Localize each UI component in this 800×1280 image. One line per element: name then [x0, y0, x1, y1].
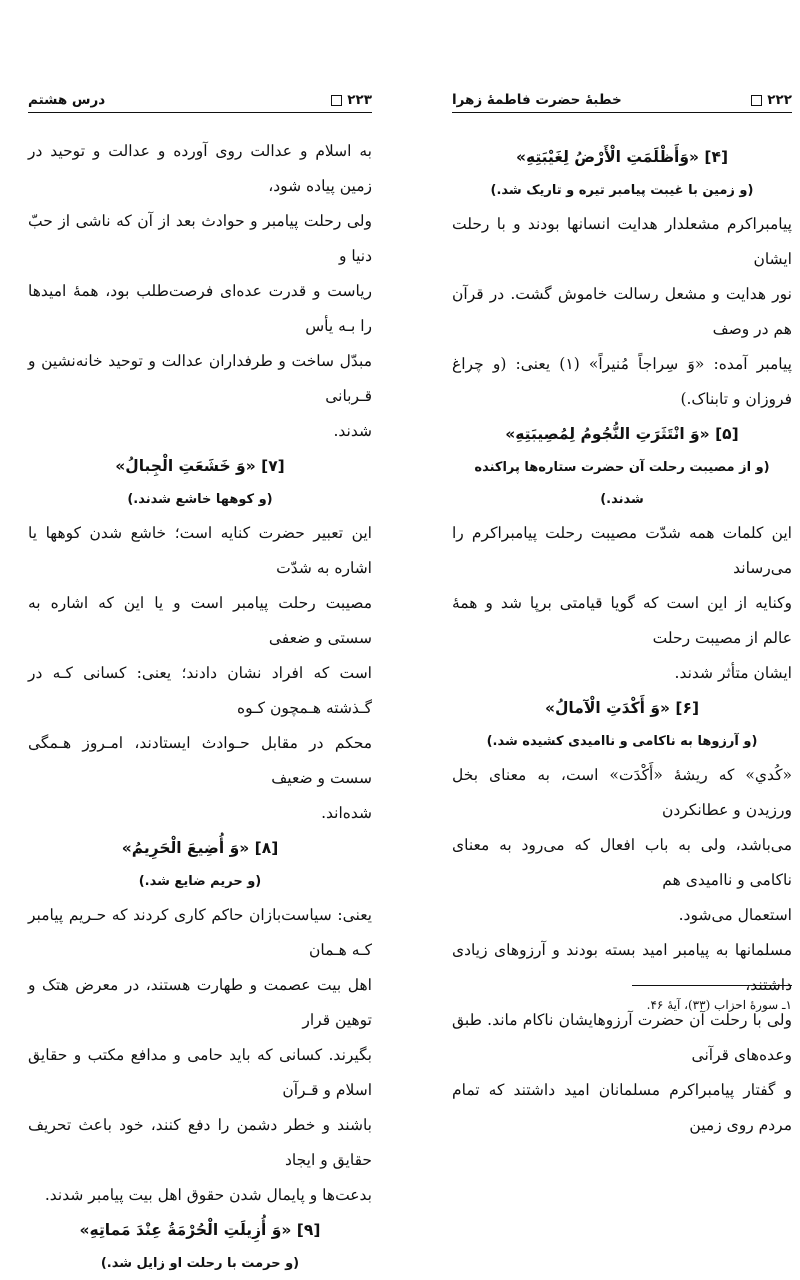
- right-page: [452, 0, 792, 1134]
- running-title: خطبهٔ حضرت فاطمهٔ زهرا: [452, 92, 622, 108]
- section-heading: [۴] «وَأَظْلَمَتِ الْأَرْضُ لِغَيْبَتِهِ»: [515, 148, 729, 166]
- text-line: یعنی: سیاست‌بازان حاکم کاری کردند که حـریم پیامبر کـه هـمان: [28, 906, 372, 959]
- square-ornament-icon: [751, 95, 762, 106]
- page-body: [28, 134, 372, 1280]
- paragraph: [28, 516, 372, 831]
- text-line: مسلمانها به پیامبر امید بسته بودند و آرزوهای زیادی داشتند،: [452, 941, 792, 994]
- text-line: نور هدایت و مشعل رسالت خاموش گشت. در قرآن هم در وصف: [452, 285, 792, 338]
- page-body: [452, 134, 792, 1143]
- text-line: باشند و خطر دشمن را دفع کنند، خود باعث تحریف حقایق و ایجاد: [28, 1116, 372, 1169]
- text-line: شدند.: [333, 422, 372, 440]
- left-page: [28, 0, 372, 1271]
- text-line: این کلمات همه شدّت مصیبت رحلت پیامبراکرم را می‌رساند: [452, 524, 792, 577]
- text-line: «كُدي» که ریشهٔ «أَكْدَت» است، به معنای بخل ورزیدن و عطانکردن: [452, 766, 792, 819]
- text-line: ریاست و قدرت عده‌ای فرصت‌طلب بود، همهٔ امیدها را بـه یأس: [28, 282, 372, 335]
- paragraph: [28, 134, 372, 449]
- section-translation: (و از مصیبت رحلت آن حضرت ستاره‌ها پراکنده شدند.): [474, 460, 770, 507]
- text-line: ولی با رحلت آن حضرت آرزوهایشان ناکام ماند. طبق وعده‌های قرآنی: [452, 1011, 792, 1064]
- page-number-box: [751, 92, 792, 108]
- text-line: این تعبیر حضرت کنایه است؛ خاشع شدن کوهها یا اشاره به شدّت: [28, 524, 372, 577]
- section-translation: (و حریم ضایع شد.): [138, 874, 262, 889]
- text-line: به اسلام و عدالت روی آورده و عدالت و توحید در زمین پیاده شود،: [28, 142, 372, 195]
- text-line: ولی رحلت پیامبر و حوادث بعد از آن که ناشی از حبّ دنیا و: [28, 212, 372, 265]
- text-line: است که افراد نشان دادند؛ یعنی: کسانی کـه در گـذشته هـمچون کـوه: [28, 664, 372, 717]
- paragraph: [452, 933, 792, 1143]
- text-line: مبدّل ساخت و طرفداران عدالت و توحید خانه‌نشین و قـربانی: [28, 352, 372, 405]
- paragraph: [452, 516, 792, 691]
- square-ornament-icon: [331, 95, 342, 106]
- text-line: وکنایه از این است که گویا قیامتی برپا شد و همهٔ عالم از مصیبت رحلت: [452, 594, 792, 647]
- page-header: [452, 86, 792, 108]
- header-rule: [28, 112, 372, 113]
- section-heading: [۶] «وَ أَكْدَتِ الْآمالُ»: [544, 699, 700, 717]
- text-line: اهل بیت عصمت و طهارت هستند، در معرض هتک و توهین قرار: [28, 976, 372, 1029]
- paragraph: [452, 758, 792, 933]
- section-heading: [۵] «وَ انْتَثَرَتِ النُّجُومُ لِمُصِيبَتِهِ»: [505, 425, 739, 443]
- text-line: می‌باشد، ولی به باب افعال که می‌رود به معنای ناکامی و ناامیدی هم: [452, 836, 792, 889]
- page-header: [28, 86, 372, 108]
- paragraph: [28, 898, 372, 1213]
- section-translation: (و کوهها خاشع شدند.): [127, 492, 273, 507]
- page-number: ۲۲۲: [767, 92, 792, 108]
- paragraph: [452, 207, 792, 417]
- running-title: درس هشتم: [28, 92, 106, 108]
- text-line: و گفتار پیامبراکرم مسلمانان امید داشتند که تمام مردم روی زمین: [452, 1081, 792, 1134]
- text-line: پیامبراکرم مشعلدار هدایت انسانها بودند و با رحلت ایشان: [452, 215, 792, 268]
- header-rule: [452, 112, 792, 113]
- section-translation: (و حرمت با رحلت او زایل شد.): [100, 1256, 300, 1271]
- text-line: ایشان متأثر شدند.: [674, 664, 792, 682]
- footnote: ۱ـ سورهٔ احزاب (۳۳)، آیهٔ ۴۶.: [646, 998, 792, 1012]
- section-heading: [۷] «وَ خَشَعَتِ الْجِبالُ»: [115, 457, 285, 475]
- text-line: شده‌اند.: [321, 804, 372, 822]
- footnote-rule: [632, 985, 792, 986]
- section-translation: (و آرزوها به ناکامی و ناامیدی کشیده شد.): [486, 734, 758, 749]
- section-translation: (و زمین با غیبت پیامبر تیره و تاریک شد.): [490, 183, 754, 198]
- text-line: محکم در مقابل حـوادث ایستادند، امـروز هـمگی سست و ضعیف: [28, 734, 372, 787]
- section-heading: [۹] «وَ أُزِيلَتِ الْحُرْمَةُ عِنْدَ مَماتِهِ»: [79, 1221, 321, 1239]
- section-heading: [۸] «وَ أُضِيعَ الْحَرِيمُ»: [121, 839, 279, 857]
- text-line: مصیبت رحلت پیامبر است و یا این که اشاره به سستی و ضعفی: [28, 594, 372, 647]
- text-line: بگیرند. کسانی که باید حامی و مدافع مکتب و حقایق اسلام و قـرآن: [28, 1046, 372, 1099]
- text-line: بدعت‌ها و پایمال شدن حقوق اهل بیت پیامبر شدند.: [44, 1186, 372, 1204]
- text-line: استعمال می‌شود.: [678, 906, 792, 924]
- text-line: پیامبر آمده: «وَ سِراجاً مُنيراً» (۱) یعنی: (و چراغ فروزان و تابناک.): [452, 355, 792, 408]
- page-number: ۲۲۳: [347, 92, 372, 108]
- page-number-box: [331, 92, 372, 108]
